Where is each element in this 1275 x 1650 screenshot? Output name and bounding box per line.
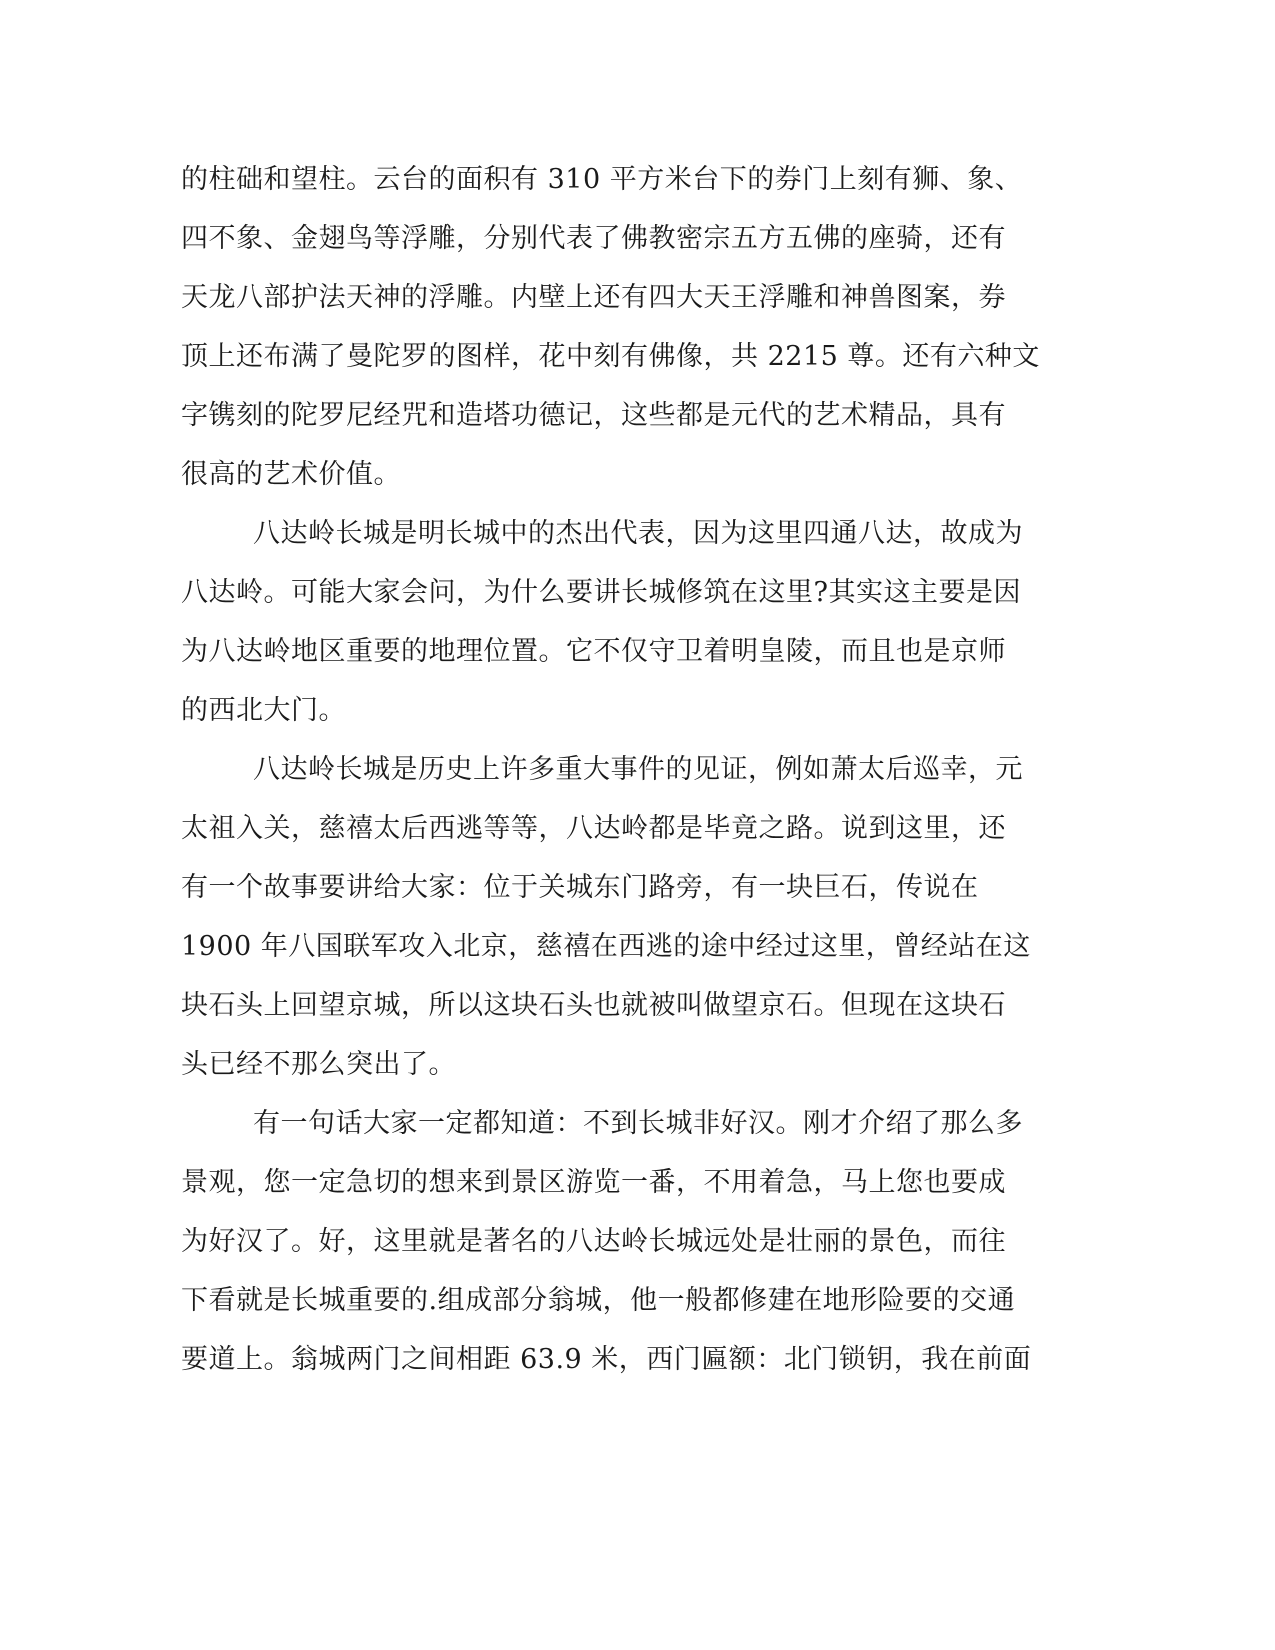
body-text bbox=[181, 150, 1041, 1389]
paragraph-start-line: 有一句话大家一定都知道：不到长城非好汉。刚才介绍了那么多 bbox=[253, 1108, 1023, 1139]
text-line: 景观，您一定急切的想来到景区游览一番，不用着急，马上您也要成 bbox=[181, 1167, 1006, 1198]
text-line: 为八达岭地区重要的地理位置。它不仅守卫着明皇陵，而且也是京师 bbox=[181, 636, 1006, 667]
text-line: 有一个故事要讲给大家：位于关城东门路旁，有一块巨石，传说在 bbox=[181, 872, 979, 903]
text-line: 四不象、金翅鸟等浮雕，分别代表了佛教密宗五方五佛的座骑，还有 bbox=[181, 223, 1006, 254]
text-line: 要道上。翁城两门之间相距 63.9 米，西门匾额：北门锁钥，我在前面 bbox=[181, 1344, 1032, 1375]
text-line: 很高的艺术价值。 bbox=[181, 459, 401, 490]
text-line: 的柱础和望柱。云台的面积有 310 平方米台下的券门上刻有狮、象、 bbox=[181, 164, 1023, 195]
text-line: 天龙八部护法天神的浮雕。内壁上还有四大天王浮雕和神兽图案，券 bbox=[181, 282, 1006, 313]
text-line: 字镌刻的陀罗尼经咒和造塔功德记，这些都是元代的艺术精品，具有 bbox=[181, 400, 1006, 431]
text-line: 的西北大门。 bbox=[181, 695, 346, 726]
text-line: 八达岭。可能大家会问，为什么要讲长城修筑在这里?其实这主要是因 bbox=[181, 577, 1021, 608]
paragraph-start-line: 八达岭长城是明长城中的杰出代表，因为这里四通八达，故成为 bbox=[253, 518, 1023, 549]
text-line: 头已经不那么突出了。 bbox=[181, 1049, 456, 1080]
text-line: 下看就是长城重要的.组成部分翁城，他一般都修建在地形险要的交通 bbox=[181, 1285, 1016, 1316]
text-line: 太祖入关，慈禧太后西逃等等，八达岭都是毕竟之路。说到这里，还 bbox=[181, 813, 1006, 844]
paragraph-start-line: 八达岭长城是历史上许多重大事件的见证，例如萧太后巡幸，元 bbox=[253, 754, 1023, 785]
text-line: 为好汉了。好，这里就是著名的八达岭长城远处是壮丽的景色，而往 bbox=[181, 1226, 1006, 1257]
text-line: 块石头上回望京城，所以这块石头也就被叫做望京石。但现在这块石 bbox=[181, 990, 1006, 1021]
text-line: 顶上还布满了曼陀罗的图样，花中刻有佛像，共 2215 尊。还有六种文 bbox=[181, 341, 1040, 372]
text-line: 1900 年八国联军攻入北京，慈禧在西逃的途中经过这里，曾经站在这 bbox=[181, 931, 1031, 962]
